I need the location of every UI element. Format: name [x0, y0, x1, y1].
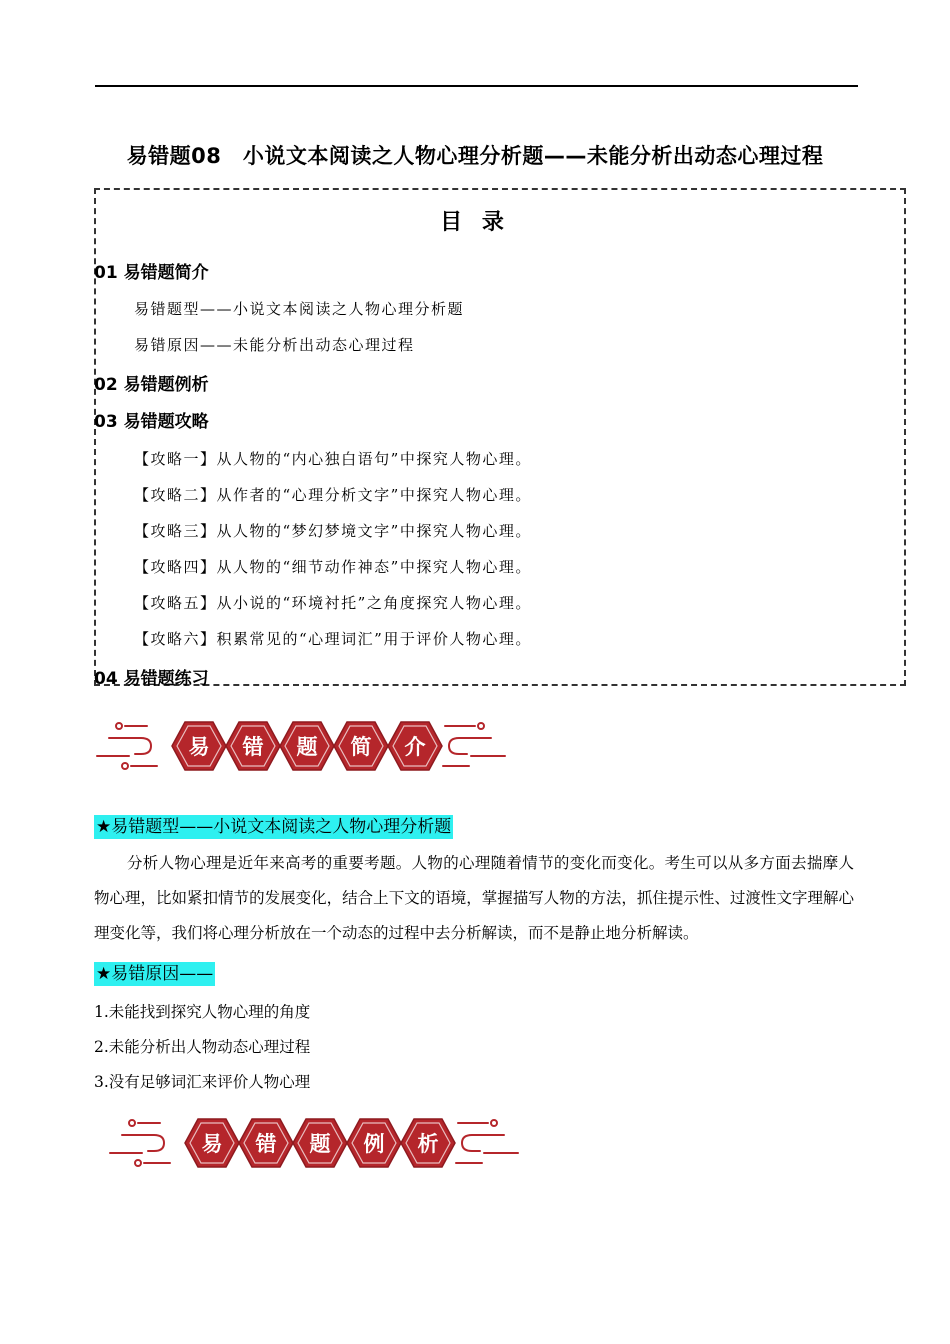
toc-strategy-6[interactable]: 【攻略六】积累常见的“心理词汇”用于评价人物心理。 — [134, 630, 532, 648]
reason-item-3: 3.没有足够词汇来评价人物心理 — [94, 1073, 311, 1091]
banner-examples-char-4: 例 — [363, 1132, 385, 1156]
error-type-heading: ★易错题型——小说文本阅读之人物心理分析题 — [96, 817, 452, 837]
toc-item-error-reason[interactable]: 易错原因——未能分析出动态心理过程 — [134, 336, 415, 354]
toc-heading: 目 录 — [440, 210, 510, 235]
banner-examples-char-3: 题 — [309, 1132, 331, 1156]
document-title: 易错题08 小说文本阅读之人物心理分析题——未能分析出动态心理过程 — [126, 144, 824, 168]
banner-intro-graphic — [95, 716, 507, 776]
toc-item-error-type[interactable]: 易错题型——小说文本阅读之人物心理分析题 — [134, 300, 465, 318]
banner-right-scroll-ornament — [443, 723, 505, 766]
toc-section-02[interactable]: 02 易错题例析 — [94, 375, 209, 395]
banner-left-scroll-ornament — [97, 723, 157, 769]
intro-paragraph: 分析人物心理是近年来高考的重要考题。人物的心理随着情节的变化而变化。考生可以从多方面去揣摩人物心理，比如紧扣情节的发展变化，结合上下文的语境，掌握描写人物的方法，抓住提示性、过渡性文字理解心理变化等，我们将心理分析放在一个动态的过程中去分析解读，而不是静止地分析解读。 — [94, 854, 854, 942]
reason-item-1: 1.未能找到探究人物心理的角度 — [94, 1003, 311, 1021]
error-reason-heading: ★易错原因—— — [96, 964, 214, 984]
toc-strategy-3[interactable]: 【攻略三】从人物的“梦幻梦境文字”中探究人物心理。 — [134, 522, 532, 540]
toc-section-01[interactable]: 01 易错题简介 — [94, 263, 209, 283]
banner-examples-char-1: 易 — [201, 1132, 223, 1156]
banner-examples-graphic — [108, 1113, 520, 1173]
banner-right-scroll-ornament — [456, 1120, 518, 1163]
banner-examples-char-2: 错 — [255, 1132, 277, 1156]
toc-strategy-4[interactable]: 【攻略四】从人物的“细节动作神态”中探究人物心理。 — [134, 558, 532, 576]
banner-intro-char-2: 错 — [242, 735, 264, 759]
banner-examples-char-5: 析 — [417, 1132, 439, 1156]
section-banner-intro — [95, 716, 507, 776]
banner-intro-char-3: 题 — [296, 735, 318, 759]
toc-strategy-5[interactable]: 【攻略五】从小说的“环境衬托”之角度探究人物心理。 — [134, 594, 532, 612]
banner-left-scroll-ornament — [110, 1120, 170, 1166]
banner-intro-char-4: 简 — [350, 735, 372, 759]
reason-item-2: 2.未能分析出人物动态心理过程 — [94, 1038, 311, 1056]
toc-strategy-1[interactable]: 【攻略一】从人物的“内心独白语句”中探究人物心理。 — [134, 450, 532, 468]
toc-section-04[interactable]: 04 易错题练习 — [94, 669, 209, 689]
banner-intro-char-5: 介 — [404, 735, 426, 759]
header-rule — [95, 85, 858, 87]
banner-intro-char-1: 易 — [188, 735, 210, 759]
toc-strategy-2[interactable]: 【攻略二】从作者的“心理分析文字”中探究人物心理。 — [134, 486, 532, 504]
toc-section-03[interactable]: 03 易错题攻略 — [94, 412, 209, 432]
section-banner-examples — [108, 1113, 520, 1173]
